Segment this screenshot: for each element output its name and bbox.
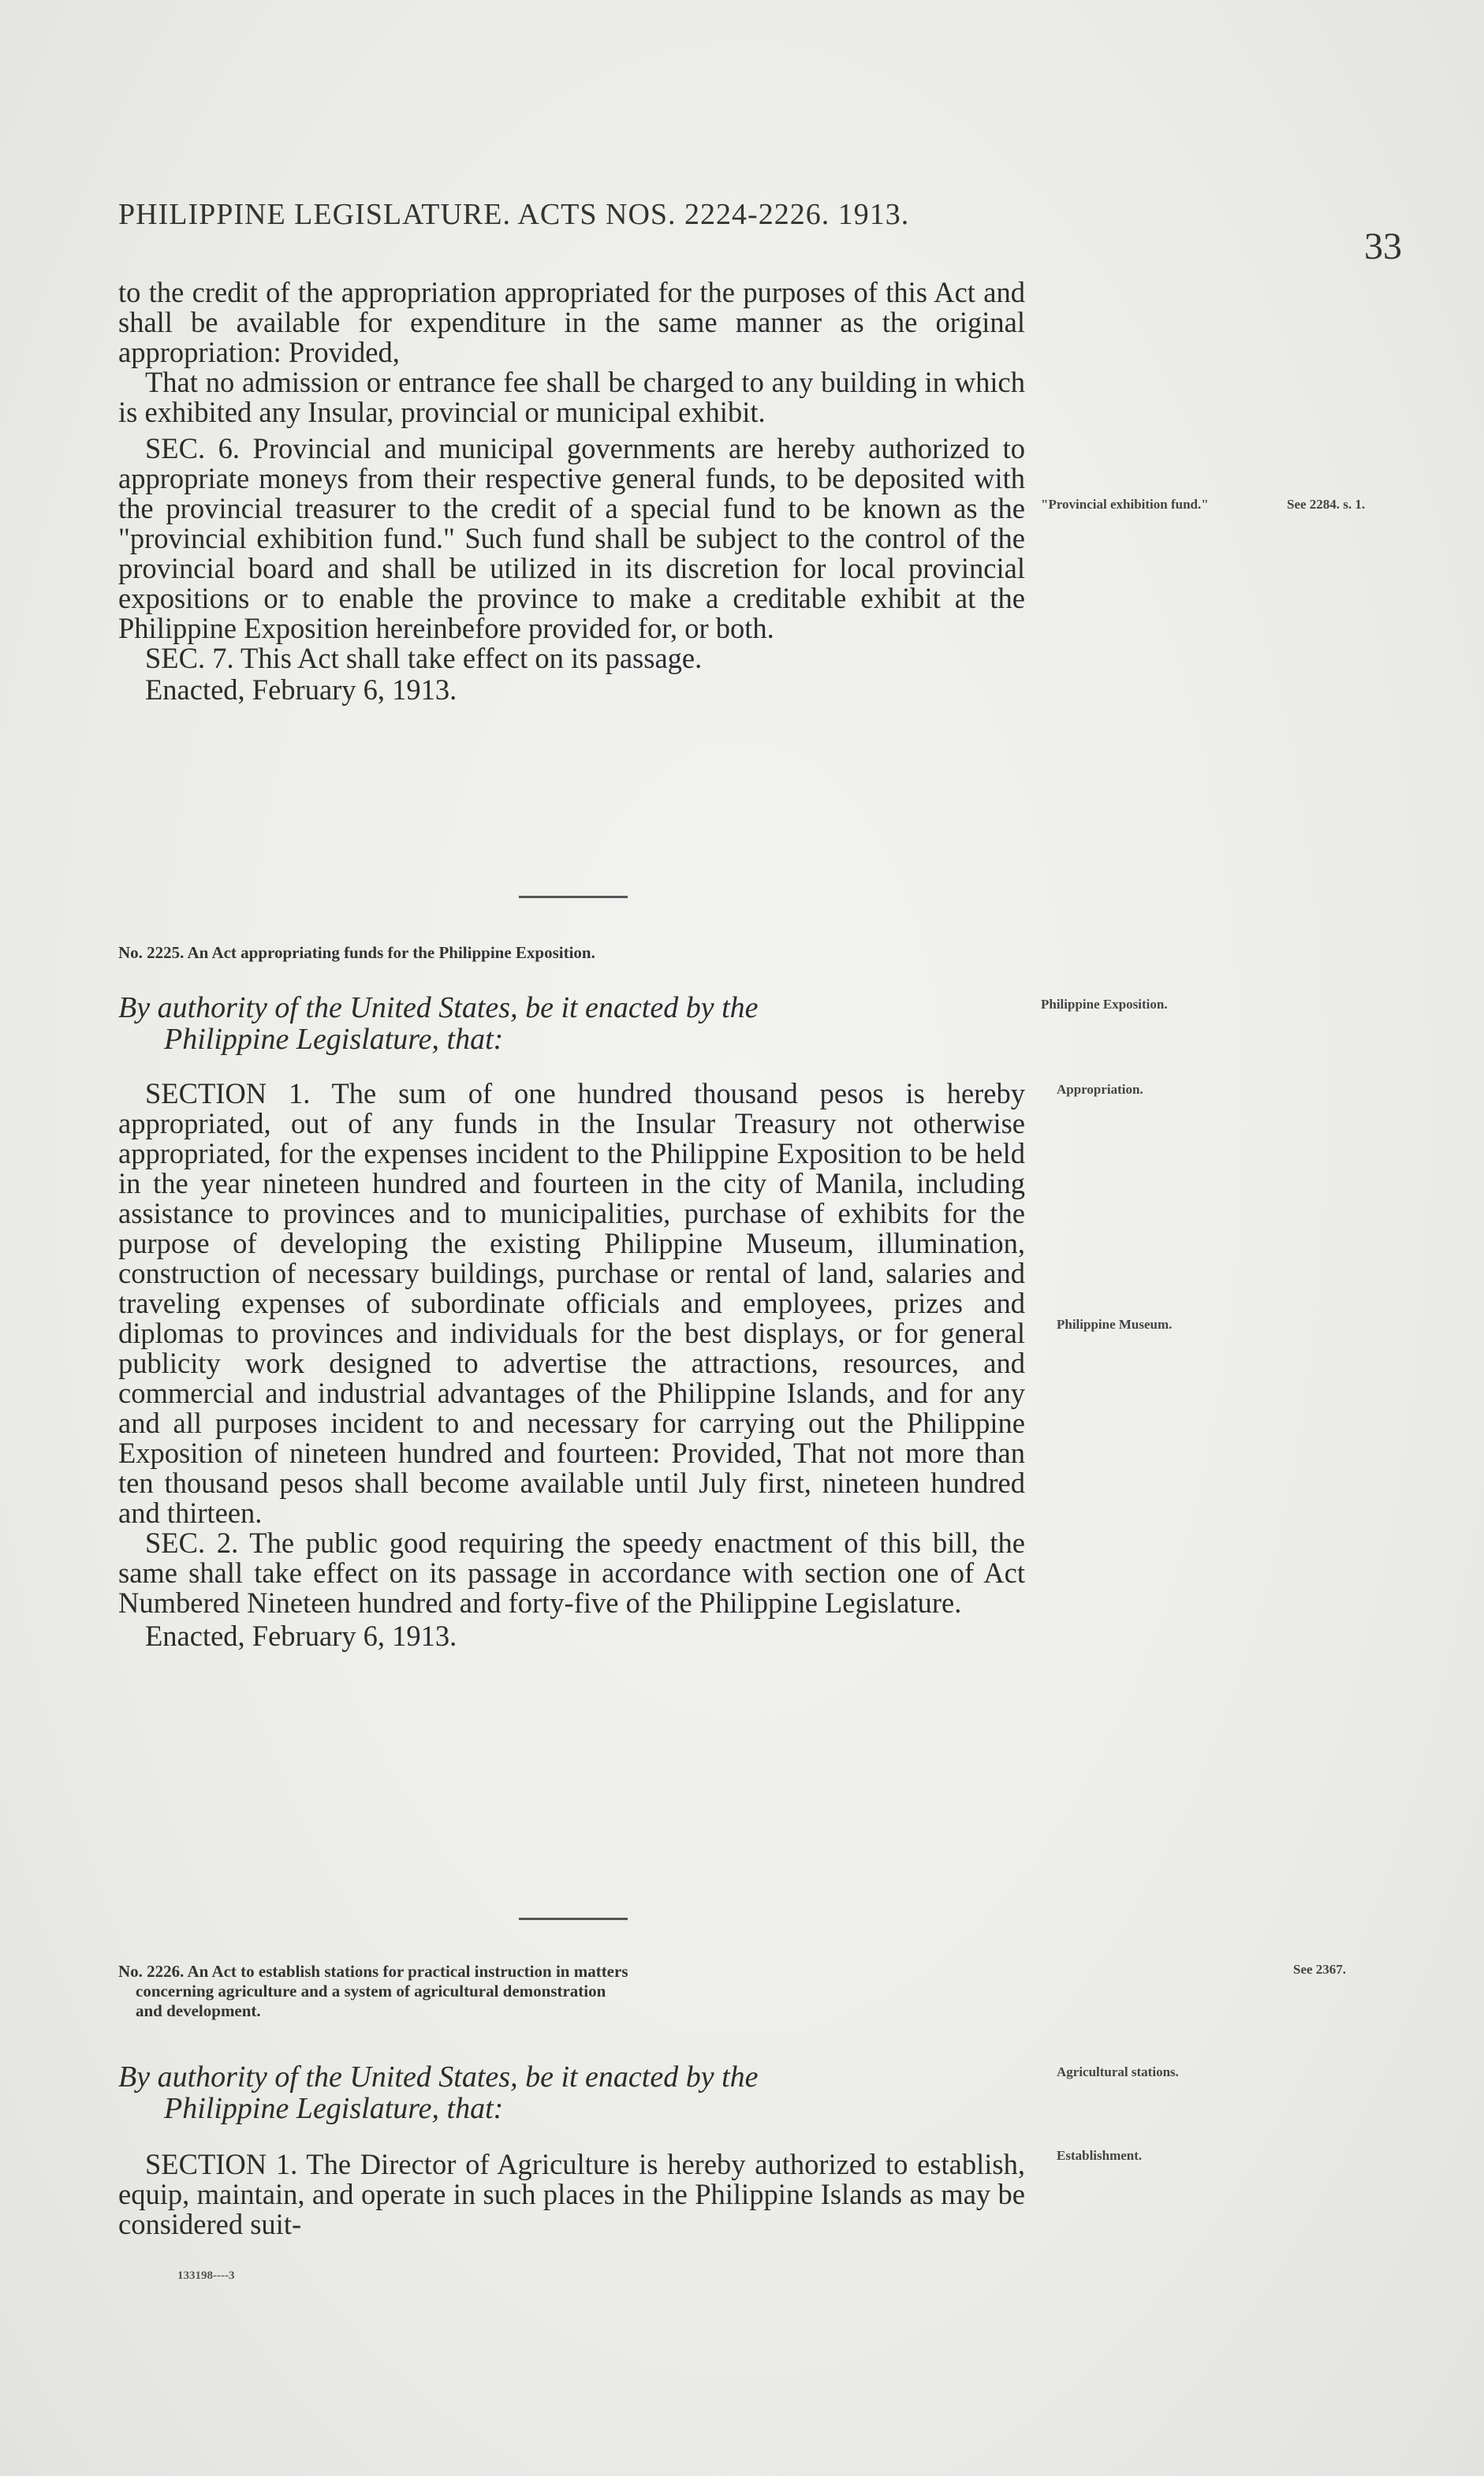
act-2226-title-line-1: No. 2226. An Act to establish stations for practical instruction in matters — [118, 1962, 628, 1981]
page-number: 33 — [1364, 226, 1402, 267]
enacting-clause-line-2: Philippine Legislature, that: — [164, 1023, 504, 1056]
margin-note-see-2367: See 2367. — [1293, 1962, 1347, 1977]
act-2225-enacting-clause — [118, 992, 1025, 1055]
act-2225-enacted-date: Enacted, February 6, 1913. — [145, 1620, 457, 1652]
enacting-clause-line-1: By authority of the United States, be it enacted by the — [118, 991, 759, 1024]
act-2226-title — [118, 1962, 1025, 2021]
section-divider — [519, 896, 628, 898]
enacted-date: Enacted, February 6, 1913. — [145, 673, 457, 706]
act-2225-section-2: SEC. 2. The public good requiring the speedy enactment of this bill, the same shall take effect on its passage in accordance with section one of Act Numbered Nineteen hundred and forty-five of the Philippine Legislature. — [118, 1527, 1025, 1619]
margin-note-see-2284: See 2284. s. 1. — [1287, 497, 1366, 512]
section-6-paragraph: SEC. 6. Provincial and municipal governments are hereby authorized to appropriate moneys from their respective general funds, to be deposited with the provincial treasurer to the credit of a special fund to be known as the "provincial exhibition fund." Such fund shall be subject to the control of the provincial board and shall be utilized in its discretion for local provincial expositions or to enable the province to make a creditable exhibit at the Philippine Exposition hereinbefore provided for, or both. — [118, 432, 1025, 644]
running-head: PHILIPPINE LEGISLATURE. ACTS NOS. 2224-2226. 1913. — [118, 198, 910, 231]
enacting-clause-line-2: Philippine Legislature, that: — [164, 2092, 504, 2125]
section-divider — [519, 1918, 628, 1920]
section-7-paragraph: SEC. 7. This Act shall take effect on its passage. — [145, 642, 703, 674]
margin-note-provincial-fund: "Provincial exhibition fund." — [1041, 497, 1209, 512]
act-2226-title-line-3: and development. — [136, 2001, 261, 2020]
act-2226-enacting-clause — [118, 2061, 1025, 2124]
margin-note-philippine-museum: Philippine Museum. — [1057, 1317, 1173, 1332]
act-2226-section-1: SECTION 1. The Director of Agriculture is hereby authorized to establish, equip, maintain, and operate in such places in the Philippine Islands as may be considered suit- — [118, 2148, 1025, 2240]
margin-note-agricultural-stations: Agricultural stations. — [1057, 2064, 1179, 2079]
act-2226-title-line-2: concerning agriculture and a system of agricultural demonstration — [136, 1982, 606, 2001]
previous-act-text — [118, 278, 1025, 705]
act-2225-title: No. 2225. An Act appropriating funds for the Philippine Exposition. — [118, 943, 595, 962]
printer-signature: 133198----3 — [177, 2269, 235, 2282]
act-2225-section-1: SECTION 1. The sum of one hundred thousand pesos is hereby appropriated, out of any funds in the Insular Treasury not otherwise appropriated, for the expenses incident to the Philippine Exposition to be held in the year nineteen hundred and fourteen in the city of Manila, including assistance to provinces and to municipalities, purchase of exhibits for the purpose of developing the existing Philippine Museum, illumination, construction of necessary buildings, purchase or rental of land, salaries and traveling expenses of subordinate officials and employees, prizes and diplomas to provinces and individuals for the best displays, or for general publicity work designed to advertise the attractions, resources, and commercial and industrial advantages of the Philippine Islands, and for any and all purposes incident to and necessary for carrying out the Philippine Exposition of nineteen hundred and fourteen: Provided, That not more than ten thousand pesos shall become available until July first, nineteen hundred and thirteen. — [118, 1077, 1025, 1529]
margin-note-establishment: Establishment. — [1057, 2148, 1143, 2163]
margin-note-appropriation: Appropriation. — [1057, 1082, 1143, 1097]
enacting-clause-line-1: By authority of the United States, be it enacted by the — [118, 2060, 759, 2094]
act-2225-body — [118, 1079, 1025, 1651]
proviso-paragraph: That no admission or entrance fee shall be charged to any building in which is exhibited any Insular, provincial or municipal exhibit. — [118, 366, 1025, 428]
continuation-paragraph: to the credit of the appropriation appropriated for the purposes of this Act and shall be available for expenditure in the same manner as the original appropriation: Provided, — [118, 276, 1025, 368]
margin-note-philippine-exposition: Philippine Exposition. — [1041, 997, 1168, 1012]
act-2226-body — [118, 2150, 1025, 2239]
